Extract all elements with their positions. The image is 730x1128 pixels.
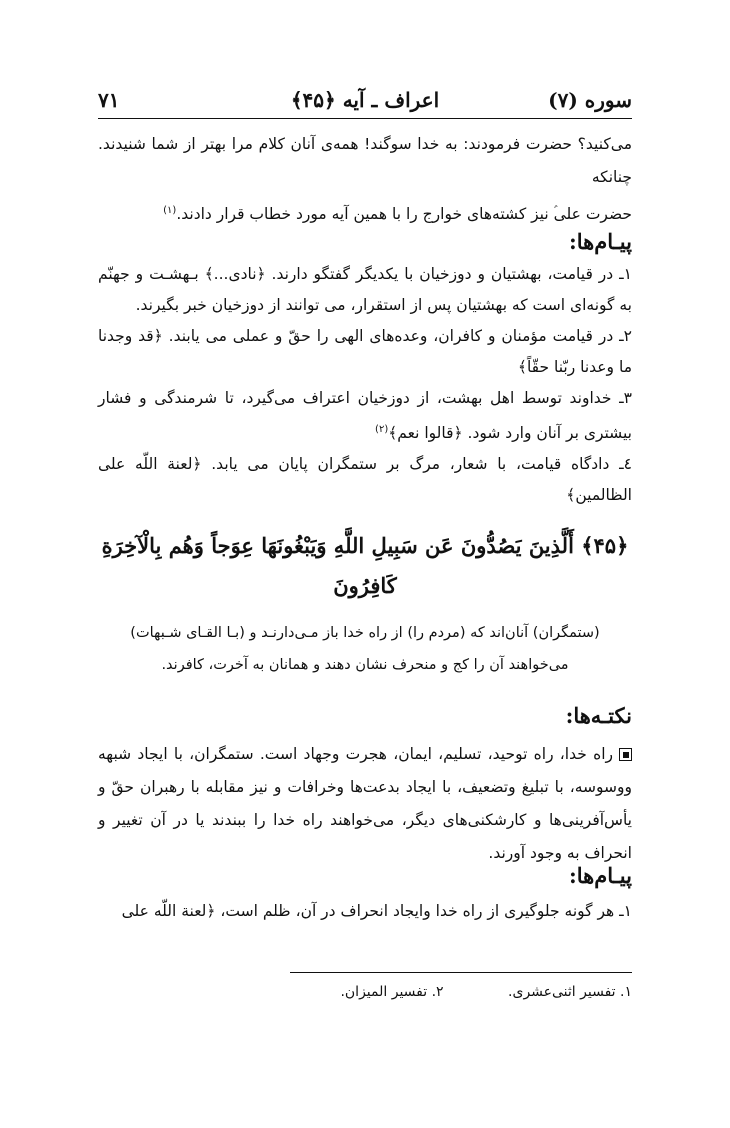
messages-list-2: [98, 896, 632, 927]
verse-line-1: ﴿۴۵﴾ أَلَّذِينَ يَصُدُّونَ عَن سَبِيلِ اللَّهِ وَيَبْغُونَهَا عِوَجاً وَهُم بِالْآخِرَةِ: [101, 533, 629, 558]
message-item-3: [98, 383, 632, 449]
message-item-4: ٤ـ دادگاه قیامت، با شعار، مرگ بر ستمگران پایان می یابد. ﴿لعنة اللّه علی الظالمین﴾: [98, 455, 632, 505]
intro-paragraph: [98, 128, 632, 231]
quran-verse: [98, 526, 632, 606]
message-item-3-text: ۳ـ خداوند توسط اهل بهشت، از دوزخیان اعتراف می‌گیرد، تا شرمندگی و فشار بیشتری بر آنان وارد شود. ﴿قالوا نعم﴾: [98, 389, 632, 443]
footnote-ref-2: (۲): [375, 424, 389, 435]
translation-line-2: می‌خواهند آن را کج و منحرف نشان دهند و همانان به آخرت، کافرند.: [161, 657, 569, 673]
surah-label: سوره (۷): [548, 88, 632, 112]
square-bullet-icon: [619, 748, 632, 761]
verse-translation: [98, 617, 632, 681]
messages-list: [98, 259, 632, 511]
message2-item-1: ۱ـ هر گونه جلوگیری از راه خدا وایجاد انحراف در آن، ظلم است، ﴿لعنة اللّه علی: [121, 902, 632, 920]
footnotes: [280, 984, 632, 1000]
intro-line-1: می‌کنید؟ حضرت فرمودند: به خدا سوگند! همه‌ی آنان کلام مرا بهتر از شما شنیدند. چنانکه: [98, 135, 632, 186]
verse-line-2: كَافِرُونَ: [333, 573, 397, 598]
message-item-2: ۲ـ در قیامت مؤمنان و کافران، وعده‌های الهی را حقّ و عملی می یابند. ﴿قد وجدنا ما وعدنا ربّنا حقّاً﴾: [98, 327, 632, 376]
chapter-verse-label: اعراف ـ آیه ﴿۴۵﴾: [290, 88, 440, 112]
messages-heading-2: پیـام‌ها:: [569, 863, 632, 888]
footnote-ref-1: (۱): [163, 205, 177, 216]
notes-text: راه خدا، راه توحید، تسلیم، ایمان، هجرت وجهاد است. ستمگران، با ایجاد شبهه ووسوسه، با تبلیغ وتضعیف، با ایجاد بدعت‌ها وخرافات و نیز مقابله با رهبران حقّ و یأس‌آفرینی‌ها و کارشکنی‌های دیگر، می‌خواهند راه خدا را ببندند یا در آن تغییر و انحراف به وجود آورند.: [98, 745, 632, 862]
footnote-1: ۱. تفسیر اثنی‌عشری.: [508, 984, 632, 1000]
translation-line-1: (ستمگران) آنان‌اند که (مردم را) از راه خدا باز مـی‌دارنـد و (بـا القـای شـبهات): [130, 625, 600, 641]
footnote-2: ۲. تفسیر المیزان.: [340, 984, 444, 1000]
page-header: [98, 88, 632, 116]
header-divider: [98, 118, 632, 119]
message-item-1: ۱ـ در قیامت، بهشتیان و دوزخیان با یکدیگر گفتگو دارند. ﴿نادی...﴾ بـهشـت و جهنّم به گونه‌ای است که بهشتیان پس از استقرار، می توانند از دوزخیان خبر بگیرند.: [98, 265, 632, 314]
intro-line-2-text: حضرت علی‌ؑ نیز کشته‌های خوارج را با همین آیه مورد خطاب قرار دادند.: [176, 205, 632, 224]
notes-paragraph: [98, 738, 632, 870]
page-number: ۷۱: [98, 88, 120, 112]
footnote-divider: [290, 972, 632, 973]
messages-heading: پیـام‌ها:: [569, 229, 632, 254]
notes-body: [98, 738, 632, 870]
notes-heading: نکتـه‌ها:: [565, 703, 632, 728]
